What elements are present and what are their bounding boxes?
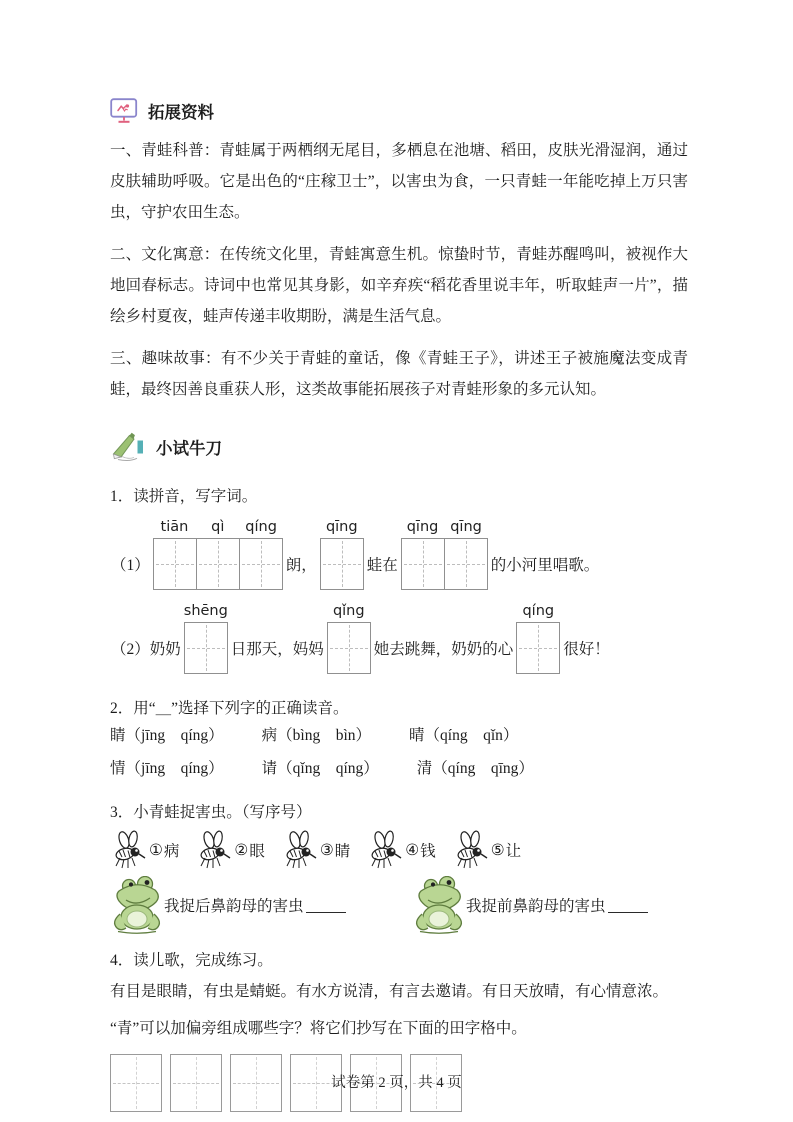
pinyin-row: [516, 603, 560, 619]
pronunciation-choice: 晴（qíng qǐn）: [409, 727, 519, 744]
q1-row1-grid-3: [401, 519, 488, 590]
q1-row1-text-1: 朗，: [285, 557, 317, 574]
materials-paragraph-1: 一、青蛙科普：青蛙属于两栖纲无尾目，多栖息在池塘、稻田，皮肤光滑湿润，通过皮肤辅助呼吸。它是出色的“庄稼卫士”，以害虫为食，一只青蛙一年能吃掉上万只害虫，守护农田生态。: [110, 142, 688, 221]
q2-row-1: [110, 720, 688, 751]
answer-blank: [608, 898, 648, 913]
materials-section-title: 拓展资料: [148, 103, 214, 122]
pronunciation-choice: 情（jīng qíng）: [110, 760, 224, 777]
q4-instruction: “青”可以加偏旁组成哪些字？将它们抄写在下面的田字格中。: [110, 1020, 527, 1037]
materials-section-header: [110, 98, 688, 124]
page-content: [110, 98, 688, 1112]
q1-row2: [110, 603, 688, 674]
answer-blank: [306, 898, 346, 913]
materials-paragraph-2: 二、文化寓意：在传统文化里，青蛙寓意生机。惊蛰时节，青蛙苏醒鸣叫，被视作大地回春标志。诗词中也常见其身影，如辛弃疾“稻花香里说丰年，听取蛙声一片”，描绘乡村夏夜，蛙声传递丰收期盼，满是生活气息。: [110, 246, 688, 325]
q1-row1-text-3: 的小河里唱歌。: [490, 557, 600, 574]
pinyin-label: tiān: [160, 519, 189, 535]
pinyin-label: qīng: [325, 519, 358, 535]
writing-box: [320, 538, 364, 590]
q1-row2-label: （2）奶奶: [111, 641, 181, 658]
writing-box: [239, 538, 283, 590]
q1-row2-grid-1: [183, 603, 228, 674]
pronunciation-choice: 请（qǐng qíng）: [261, 760, 379, 777]
q2-row-2: [110, 753, 688, 784]
writing-box: [516, 622, 560, 674]
pronunciation-choice: 睛（jīng qíng）: [110, 727, 224, 744]
writing-box: [327, 622, 371, 674]
q1-row1-grid-1: [153, 519, 283, 590]
bug-item: [366, 830, 435, 870]
pinyin-row: [327, 603, 371, 619]
frog-item: [110, 876, 386, 934]
pencil-hand-icon: [110, 431, 146, 462]
pinyin-label: qíng: [522, 603, 555, 619]
q4-title: 4．读儿歌，完成练习。: [110, 952, 273, 969]
q1-title: 1．读拼音，写字词。: [110, 488, 258, 505]
pronunciation-choice: 清（qíng qīng）: [416, 760, 534, 777]
pinyin-label: qì: [211, 519, 225, 535]
bug-item: [452, 830, 521, 870]
pinyin-label: qíng: [245, 519, 277, 535]
computer-monitor-icon: [110, 98, 138, 124]
q2-title: 2．用“＿”选择下列字的正确读音。: [110, 700, 349, 717]
mosquito-icon: [366, 830, 404, 870]
bug-char: 睛: [334, 843, 351, 860]
bug-number: ①: [149, 841, 163, 859]
practice-section-title: 小试牛刀: [156, 438, 222, 458]
pinyin-row: [320, 519, 364, 535]
bug-char: 病: [163, 843, 180, 860]
page-footer: 试卷第 2 页，共 4 页: [331, 1075, 462, 1091]
writing-box: [153, 538, 197, 590]
q3-bug-row: [110, 830, 688, 870]
pinyin-label: qīng: [450, 519, 482, 535]
bug-item: [110, 830, 179, 870]
bug-number: ②: [234, 841, 249, 859]
bug-number: ⑤: [490, 841, 505, 859]
pinyin-label: qǐng: [332, 603, 365, 619]
q3-title: 3．小青蛙捉害虫。（写序号）: [110, 804, 312, 821]
pinyin-row: [401, 519, 488, 535]
mosquito-icon: [281, 830, 319, 870]
pinyin-label: qīng: [406, 519, 439, 535]
pinyin-row: [153, 519, 283, 535]
writing-box: [184, 622, 228, 674]
q4-rhyme: 有目是眼睛，有虫是蜻蜓。有水方说清，有言去邀请。有日天放晴，有心情意浓。: [110, 983, 669, 1000]
pinyin-row: [184, 603, 228, 619]
frog-speech: 我捉后鼻韵母的害虫: [164, 898, 304, 915]
writing-box: [401, 538, 445, 590]
q1-row1-text-2: 蛙在: [366, 557, 398, 574]
q1-row2-text-3: 很好！: [563, 641, 610, 658]
bug-number: ③: [319, 841, 334, 859]
q1-row1-label: （1）: [111, 557, 150, 574]
bug-number: ④: [405, 841, 420, 859]
practice-section-header: [110, 431, 688, 462]
frog-speech: 我捉前鼻韵母的害虫: [466, 898, 606, 915]
q3-frog-row: [110, 876, 688, 934]
q1-row2-text-1: 日那天，妈妈: [230, 641, 324, 658]
writing-box: [444, 538, 488, 590]
frog-icon: [110, 876, 164, 934]
mosquito-icon: [452, 830, 490, 870]
q1-row2-grid-2: [327, 603, 371, 674]
bug-char: 眼: [249, 843, 265, 860]
mosquito-icon: [195, 830, 233, 870]
frog-icon: [412, 876, 466, 934]
bug-char: 钱: [420, 843, 436, 860]
bug-char: 让: [505, 843, 522, 860]
bug-item: [195, 830, 264, 870]
q1-row2-grid-3: [516, 603, 560, 674]
q1-row1: [110, 519, 688, 590]
materials-paragraph-3: 三、趣味故事：有不少关于青蛙的童话，像《青蛙王子》，讲述王子被施魔法变成青蛙，最终因善良重获人形，这类故事能拓展孩子对青蛙形象的多元认知。: [110, 350, 688, 398]
pronunciation-choice: 病（bìng bìn）: [261, 727, 372, 744]
bug-item: [281, 830, 350, 870]
writing-box: [196, 538, 240, 590]
frog-item: [412, 876, 688, 934]
q1-row1-grid-2: [320, 519, 364, 590]
pinyin-label: shēng: [183, 603, 228, 619]
q1-row2-text-2: 她去跳舞，奶奶的心: [373, 641, 514, 658]
mosquito-icon: [110, 830, 148, 870]
